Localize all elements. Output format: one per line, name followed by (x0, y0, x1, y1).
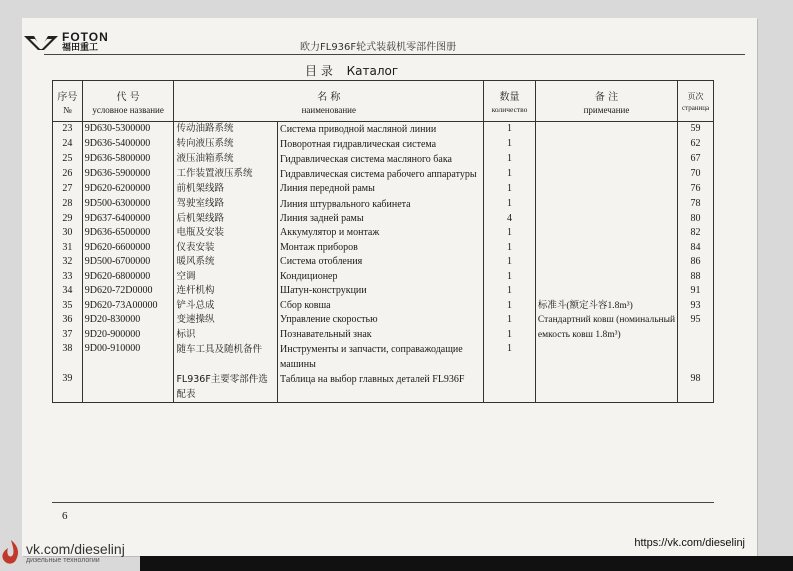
row-number: 39 (53, 372, 83, 403)
table-row (53, 182, 714, 197)
row-quantity: 1 (484, 122, 536, 138)
row-quantity: 1 (484, 255, 536, 270)
row-number: 35 (53, 299, 83, 314)
row-code: 9D20-830000 (82, 313, 174, 328)
row-name-cn: FL936F主要零部件选配表 (174, 372, 278, 403)
table-row (53, 255, 714, 270)
foton-logo-icon (24, 36, 58, 50)
row-page: 98 (678, 372, 714, 403)
row-name-ru: Линия задней рамы (278, 212, 484, 227)
row-name-cn: 空调 (174, 270, 278, 285)
row-note (535, 122, 677, 138)
table-row (53, 197, 714, 212)
row-note (535, 137, 677, 152)
row-name-cn: 工作装置液压系统 (174, 167, 278, 182)
row-name-cn: 标识 (174, 328, 278, 343)
page-number: 6 (62, 510, 68, 522)
row-note: емкость ковш 1.8m³) (535, 328, 677, 343)
row-code: 9D20-900000 (82, 328, 174, 343)
row-number: 26 (53, 167, 83, 182)
catalog-table (52, 80, 714, 403)
scan-bottom-band (140, 556, 793, 571)
row-note (535, 152, 677, 167)
row-page: 80 (678, 212, 714, 227)
table-row (53, 152, 714, 167)
row-quantity: 1 (484, 226, 536, 241)
foton-logo (24, 32, 109, 54)
row-number: 27 (53, 182, 83, 197)
catalog-heading (305, 62, 408, 79)
row-name-cn: 随车工具及随机备件 (174, 342, 278, 372)
row-note (535, 284, 677, 299)
row-page (678, 342, 714, 372)
row-number: 28 (53, 197, 83, 212)
col-header-name: 名 称 наименование (174, 81, 484, 122)
row-quantity: 1 (484, 197, 536, 212)
row-code: 9D500-6300000 (82, 197, 174, 212)
row-name-ru: Сбор ковша (278, 299, 484, 314)
col-header-note: 备 注 примечание (535, 81, 677, 122)
row-code: 9D636-5400000 (82, 137, 174, 152)
col-header-page: 页次 страница (678, 81, 714, 122)
row-name-cn: 暖风系统 (174, 255, 278, 270)
row-name-cn: 连杆机构 (174, 284, 278, 299)
row-quantity: 1 (484, 299, 536, 314)
catalog-heading-cn: 目 录 (305, 64, 333, 78)
row-code (82, 372, 174, 403)
catalog-heading-ru: Каталог (346, 64, 399, 78)
row-name-ru: Шатун-конструкции (278, 284, 484, 299)
row-quantity: 1 (484, 313, 536, 328)
row-number: 33 (53, 270, 83, 285)
table-header-row (53, 81, 714, 122)
row-page: 76 (678, 182, 714, 197)
row-code: 9D500-6700000 (82, 255, 174, 270)
row-note (535, 241, 677, 256)
row-page: 91 (678, 284, 714, 299)
watermark-left-text: vk.com/dieselinj (26, 540, 125, 557)
row-name-ru: Кондиционер (278, 270, 484, 285)
row-quantity: 1 (484, 284, 536, 299)
table-row (53, 241, 714, 256)
watermark-logo-icon (0, 538, 22, 566)
row-name-cn: 铲斗总成 (174, 299, 278, 314)
row-code: 9D620-6800000 (82, 270, 174, 285)
row-name-ru: Система приводной масляной линии (278, 122, 484, 138)
row-code: 9D637-6400000 (82, 212, 174, 227)
table-row (53, 284, 714, 299)
table-row (53, 270, 714, 285)
row-page: 82 (678, 226, 714, 241)
row-code: 9D636-5800000 (82, 152, 174, 167)
row-name-cn: 转向液压系统 (174, 137, 278, 152)
row-page: 59 (678, 122, 714, 138)
row-number: 36 (53, 313, 83, 328)
row-name-cn: 电瓶及安装 (174, 226, 278, 241)
row-code: 9D00-910000 (82, 342, 174, 372)
row-quantity: 1 (484, 167, 536, 182)
row-page: 62 (678, 137, 714, 152)
watermark-left (0, 538, 125, 566)
row-name-ru: Поворотная гидравлическая система (278, 137, 484, 152)
row-code: 9D620-6600000 (82, 241, 174, 256)
row-quantity (484, 372, 536, 403)
row-page: 84 (678, 241, 714, 256)
row-name-ru: Аккумулятор и монтаж (278, 226, 484, 241)
row-number: 34 (53, 284, 83, 299)
row-note: 标准斗(额定斗容1.8m³) (535, 299, 677, 314)
row-name-cn: 传动油路系统 (174, 122, 278, 138)
table-row (53, 328, 714, 343)
document-title: 欧力FL936F轮式装载机零部件图册 (300, 42, 457, 53)
row-page (678, 328, 714, 343)
row-name-ru: Управление скоростью (278, 313, 484, 328)
table-row (53, 226, 714, 241)
col-header-no: 序号 № (53, 81, 83, 122)
table-row (53, 372, 714, 403)
row-name-ru: Система отобления (278, 255, 484, 270)
row-quantity: 1 (484, 342, 536, 372)
row-number: 25 (53, 152, 83, 167)
row-name-ru: Линия штурвального кабинета (278, 197, 484, 212)
row-note (535, 372, 677, 403)
header-rule (44, 54, 745, 55)
row-note (535, 182, 677, 197)
table-row (53, 313, 714, 328)
row-page: 86 (678, 255, 714, 270)
row-code: 9D620-6200000 (82, 182, 174, 197)
table-row (53, 137, 714, 152)
footer-rule (52, 502, 714, 503)
row-quantity: 1 (484, 152, 536, 167)
row-number: 38 (53, 342, 83, 372)
row-number: 23 (53, 122, 83, 138)
row-quantity: 1 (484, 137, 536, 152)
row-name-cn: 前机架线路 (174, 182, 278, 197)
row-page: 95 (678, 313, 714, 328)
row-name-ru: Гидравлическая система масляного бака (278, 152, 484, 167)
row-note (535, 342, 677, 372)
row-page: 70 (678, 167, 714, 182)
row-name-ru: Гидравлическая система рабочего аппаратуры (278, 167, 484, 182)
row-code: 9D620-72D0000 (82, 284, 174, 299)
row-quantity: 4 (484, 212, 536, 227)
row-note: Стандартний ковш (номинальный (535, 313, 677, 328)
row-quantity: 1 (484, 182, 536, 197)
row-number: 24 (53, 137, 83, 152)
row-page: 67 (678, 152, 714, 167)
row-code: 9D620-73A00000 (82, 299, 174, 314)
row-number: 37 (53, 328, 83, 343)
col-header-code: 代 号 условное название (82, 81, 174, 122)
row-quantity: 1 (484, 270, 536, 285)
watermark-left-subtext: дизельные технологии (26, 556, 100, 564)
row-name-ru: Инструменты и запчасти, соправажодащие машины (278, 342, 484, 372)
table-row (53, 122, 714, 138)
row-number: 29 (53, 212, 83, 227)
row-code: 9D630-5300000 (82, 122, 174, 138)
table-row (53, 342, 714, 372)
row-page: 88 (678, 270, 714, 285)
row-name-ru: Таблица на выбор главных деталей FL936F (278, 372, 484, 403)
row-page: 93 (678, 299, 714, 314)
row-name-cn: 后机架线路 (174, 212, 278, 227)
table-row (53, 167, 714, 182)
row-note (535, 197, 677, 212)
row-note (535, 255, 677, 270)
row-page: 78 (678, 197, 714, 212)
row-name-cn: 驾驶室线路 (174, 197, 278, 212)
row-code: 9D636-5900000 (82, 167, 174, 182)
row-name-ru: Монтаж приборов (278, 241, 484, 256)
col-header-qty: 数量 количество (484, 81, 536, 122)
row-name-cn: 液压油箱系统 (174, 152, 278, 167)
row-quantity: 1 (484, 241, 536, 256)
row-note (535, 226, 677, 241)
row-number: 32 (53, 255, 83, 270)
row-quantity: 1 (484, 328, 536, 343)
table-row (53, 299, 714, 314)
row-note (535, 212, 677, 227)
row-name-ru: Познавательный знак (278, 328, 484, 343)
row-name-cn: 变速操纵 (174, 313, 278, 328)
row-note (535, 270, 677, 285)
table-row (53, 212, 714, 227)
watermark-right: https://vk.com/dieselinj (634, 537, 745, 549)
row-number: 30 (53, 226, 83, 241)
row-name-ru: Линия передной рамы (278, 182, 484, 197)
row-note (535, 167, 677, 182)
row-number: 31 (53, 241, 83, 256)
row-code: 9D636-6500000 (82, 226, 174, 241)
brand-name-en: FOTON (62, 30, 109, 44)
row-name-cn: 仪表安装 (174, 241, 278, 256)
brand-name-cn: 福田重工 (62, 43, 99, 53)
